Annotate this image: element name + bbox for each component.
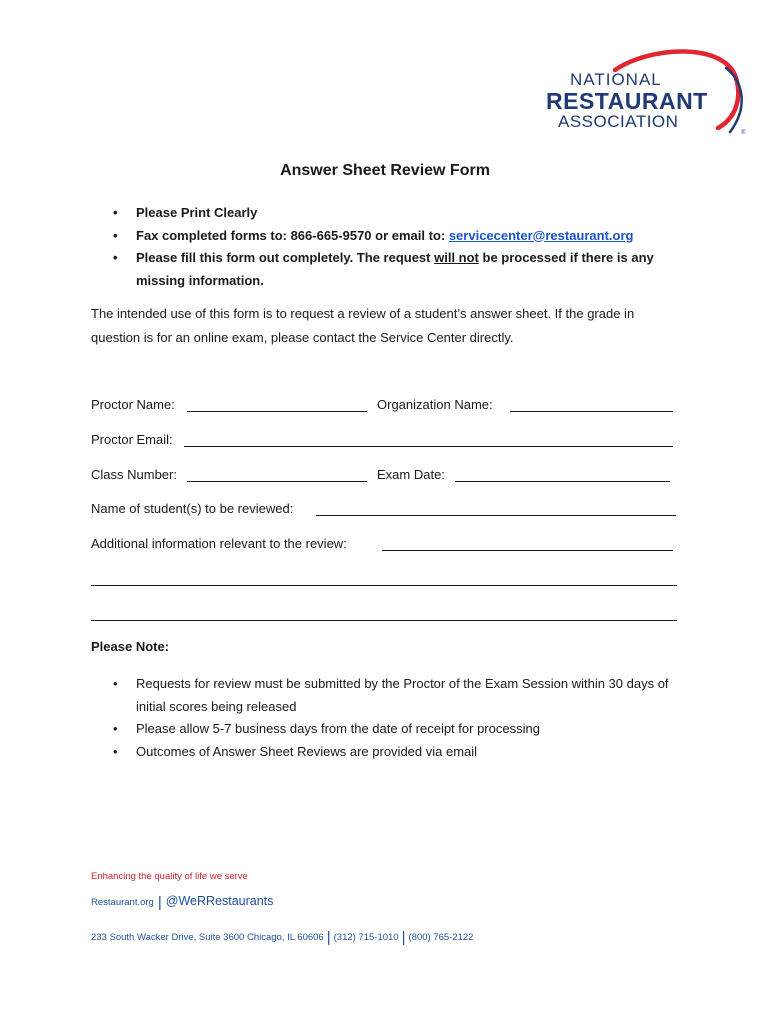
exam-date-label: Exam Date: (377, 467, 445, 482)
notes-list (113, 673, 673, 763)
address-text: 233 South Wacker Drive, Suite 3600 Chicago, IL 60606 (91, 932, 324, 943)
instruction-text: Fax completed forms to: 866-665-9570 or email to: (136, 227, 449, 243)
page-title: Answer Sheet Review Form (280, 162, 490, 179)
instruction-item (113, 225, 673, 248)
note-title: Please Note: (91, 639, 170, 654)
logo-line-restaurant: RESTAURANT (546, 88, 708, 114)
separator: | (157, 894, 162, 911)
proctor-email-label: Proctor Email: (91, 432, 173, 447)
additional-info-line-3[interactable] (91, 620, 677, 621)
note-item: • Requests for review must be submitted by the Proctor of the Exam Session within 30 days of initial scores being released (113, 673, 673, 718)
logo-line-national: NATIONAL (570, 70, 662, 89)
footer-tagline: Enhancing the quality of life we serve (91, 871, 248, 882)
additional-info-line-2[interactable] (91, 585, 677, 586)
note-item: • Outcomes of Answer Sheet Reviews are provided via email (113, 741, 673, 764)
exam-date-field[interactable] (455, 481, 670, 482)
instructions-list (113, 202, 673, 292)
instruction-text: Please fill this form out completely. The request (136, 250, 435, 265)
phone-1: (312) 715-1010 (333, 932, 399, 943)
email-link[interactable]: servicecenter@restaurant.org (448, 227, 634, 243)
intro-paragraph: The intended use of this form is to request a review of a student’s answer sheet. If the grade in question is for an online exam, please contact the Service Center directly. (91, 306, 635, 345)
logo-line-association: ASSOCIATION (558, 112, 679, 131)
instruction-item (113, 202, 673, 225)
nra-logo (540, 48, 755, 143)
proctor-email-field[interactable] (184, 446, 673, 447)
student-names-label: Name of student(s) to be reviewed: (91, 501, 294, 516)
phone-2: (800) 765-2122 (408, 932, 474, 943)
instruction-text: Please Print Clearly (136, 205, 258, 220)
additional-info-field[interactable] (382, 550, 673, 551)
organization-name-label: Organization Name: (377, 397, 493, 412)
class-number-label: Class Number: (91, 467, 177, 482)
organization-name-field[interactable] (510, 411, 673, 412)
note-item: • Please allow 5-7 business days from the date of receipt for processing (113, 718, 673, 741)
footer-address-row (91, 929, 473, 946)
class-number-field[interactable] (187, 481, 367, 482)
underlined-text: will not (434, 250, 479, 265)
proctor-name-label: Proctor Name: (91, 397, 175, 412)
instruction-text: be processed if there is any missing information. (136, 250, 654, 288)
separator: | (326, 929, 331, 946)
registered-mark: ® (741, 130, 746, 136)
footer-web-row (91, 894, 273, 911)
proctor-name-field[interactable] (187, 411, 367, 412)
separator: | (401, 929, 406, 946)
instruction-item (113, 247, 673, 292)
student-names-field[interactable] (316, 515, 676, 516)
twitter-handle[interactable]: @WeRRestaurants (165, 894, 274, 908)
additional-info-label: Additional information relevant to the review: (91, 536, 347, 551)
website-link[interactable]: Restaurant.org (91, 897, 154, 908)
